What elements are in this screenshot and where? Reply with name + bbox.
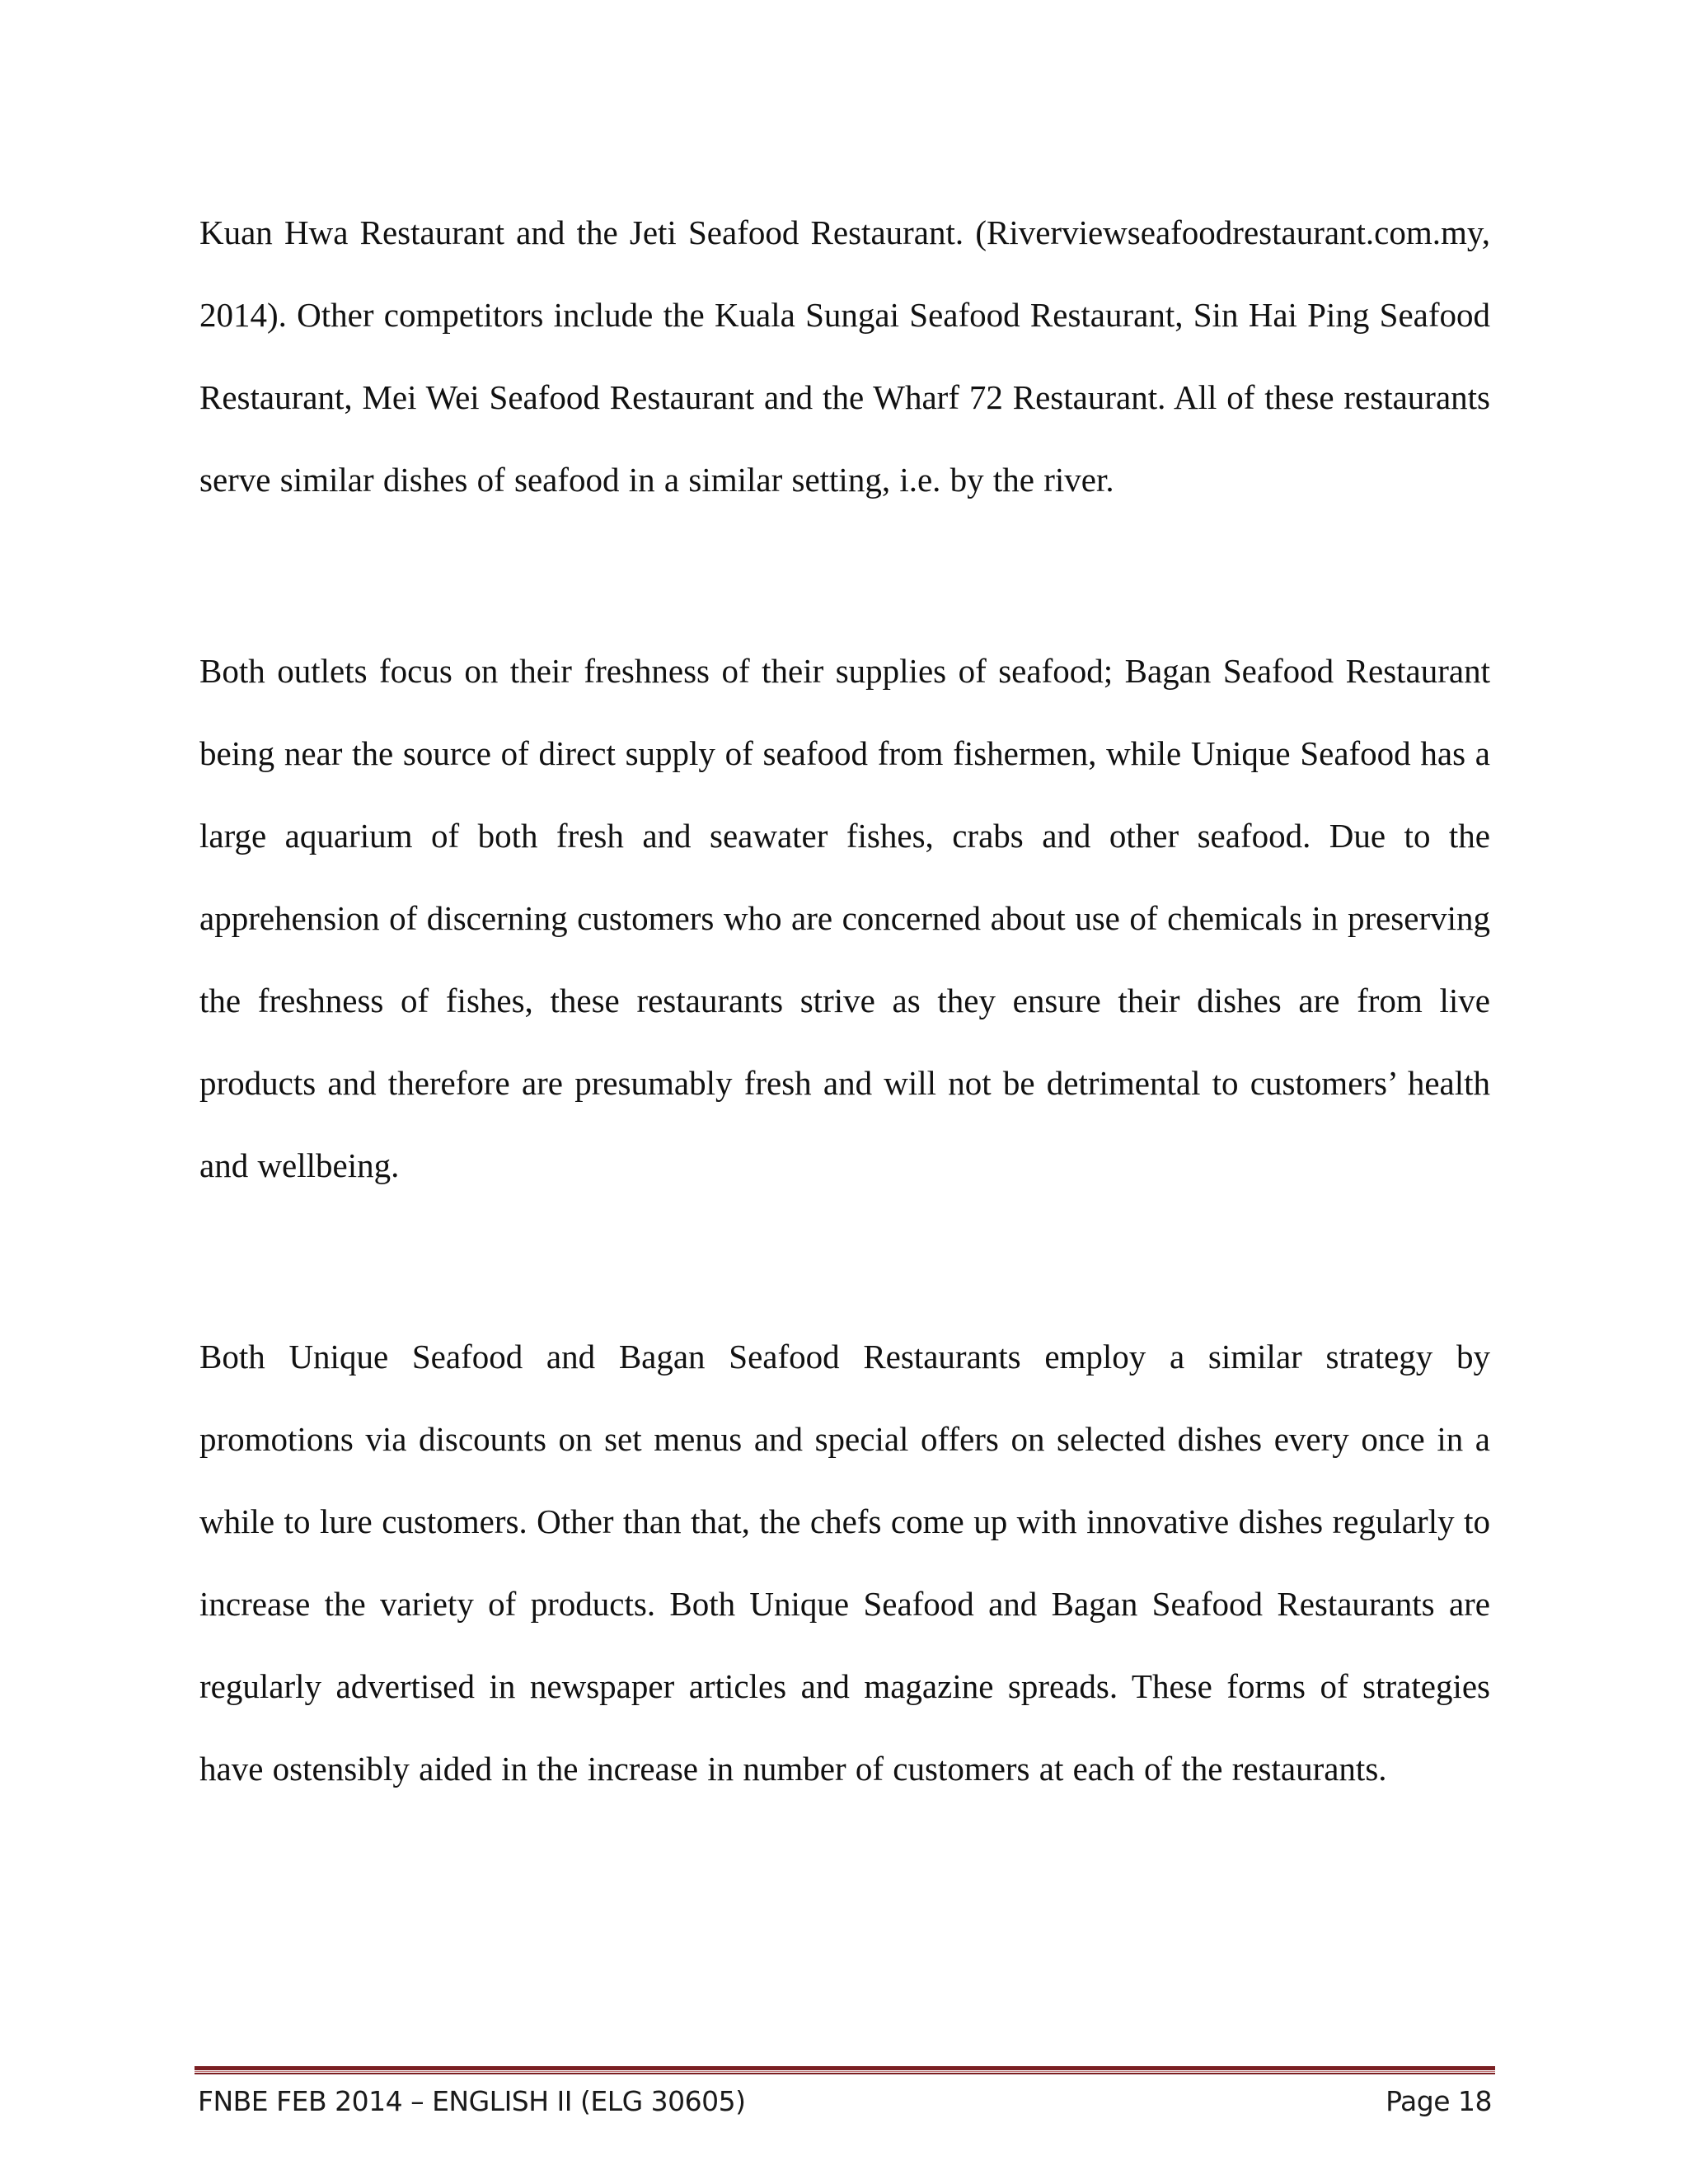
document-body: [199, 191, 1490, 1810]
page-footer: [198, 2077, 1492, 2126]
footer-divider: [195, 2066, 1495, 2074]
footer-divider-inner-line: [195, 2071, 1495, 2072]
paragraph-competitors: Kuan Hwa Restaurant and the Jeti Seafood Restaurant. (Riverviewseafoodrestaurant.com.my, 2014). Other competitors include the Kuala Sungai Seafood Restaurant, Sin Hai Ping Seafood Restaurant, Mei Wei Seafood Restaurant and the Wharf 72 Restaurant. All of these restaurants serve similar dishes of seafood in a similar setting, i.e. by the river.: [199, 213, 1490, 499]
page-number: Page 18: [1386, 2085, 1492, 2117]
footer-course-label: FNBE FEB 2014 – ENGLISH II (ELG 30605): [198, 2085, 746, 2117]
paragraph-freshness: Both outlets focus on their freshness of their supplies of seafood; Bagan Seafood Restaurant being near the source of direct supply of seafood from fishermen, while Unique Seafood has a large aquarium of both fresh and seawater fishes, crabs and other seafood. Due to the apprehension of discerning customers who are concerned about use of chemicals in preserving the freshness of fishes, these restaurants strive as they ensure their dishes are from live products and therefore are presumably fresh and will not be detrimental to customers’ health and wellbeing.: [199, 652, 1490, 1184]
paragraph-strategy: Both Unique Seafood and Bagan Seafood Restaurants employ a similar strategy by promotions via discounts on set menus and special offers on selected dishes every once in a while to lure customers. Other than that, the chefs come up with innovative dishes regularly to increase the variety of products. Both Unique Seafood and Bagan Seafood Restaurants are regularly advertised in newspaper articles and magazine spreads. These forms of strategies have ostensibly aided in the increase in number of customers at each of the restaurants.: [199, 1338, 1490, 1788]
